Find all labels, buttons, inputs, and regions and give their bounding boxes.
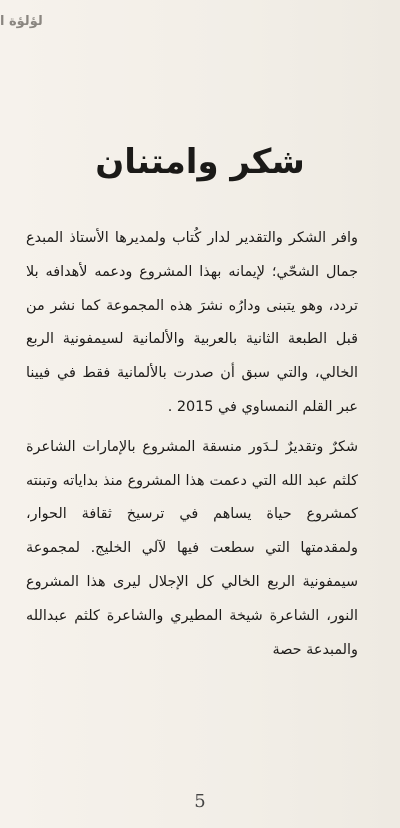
paragraph: شكرٌ وتقديرٌ لـدَور منسقة المشروع بالإمارات الشاعرة كلثم عبد الله التي دعمت هذا المشروع منذ بداياته وتبنته كمشروع حياة يساهم في ترسيخ ثقافة الحوار، ولمقدمتها التي سطعت فيها لآلي الخليج. لمجموعة سيمفونية الربع الخالي كل الإجلال ليرى هذا المشروع النور، الشاعرة شيخة المطيري والشاعرة كلثم عبدالله والمبدعة حصة [26, 438, 358, 658]
page-number: 5 [194, 791, 206, 812]
running-head: لؤلؤة ا [0, 14, 43, 29]
paragraph: وافر الشكر والتقدير لدار كُتاب ولمديرها الأستاذ المبدع جمال الشحّي؛ لإيمانه بهذا المشروع ودعمه لأهدافه بلا تردد، وهو يتبنى ودارُه نشرَ هذه المجموعة كما نشر من قبل الطبعة الثانية بالعربية والألمانية لسيمفونية الربع الخالي، والتي سبق أن صدرت بالألمانية فقط في فيينا عبر القلم النمساوي في 2015 . [26, 230, 358, 415]
page-title: شكر وامتنان [95, 142, 305, 182]
body-text [26, 222, 358, 667]
